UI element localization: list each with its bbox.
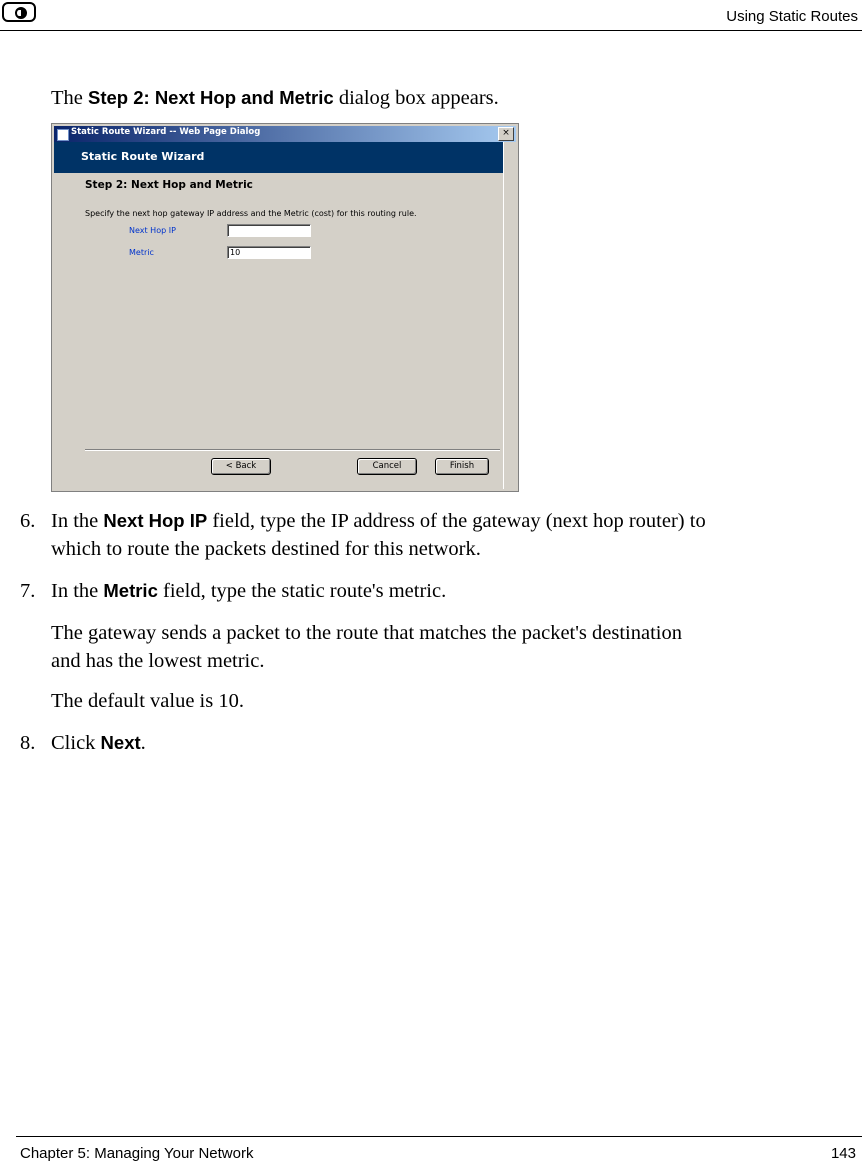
step-8-text: [51, 729, 851, 757]
note-line-1: The gateway sends a packet to the route that matches the packet's destination: [51, 622, 682, 644]
step-6-after: field, type the IP address of the gateway (next hop router) to: [207, 510, 706, 532]
static-route-wizard-dialog: [51, 123, 519, 492]
step-7-field-name: Metric: [103, 580, 158, 601]
intro-text-before: The: [51, 87, 88, 109]
dialog-titlebar: [54, 126, 516, 142]
note-line-2: and has the lowest metric.: [51, 650, 265, 672]
dialog-scrollbar[interactable]: [503, 142, 516, 489]
step-8-number: 8.: [20, 732, 36, 754]
back-button[interactable]: < Back: [211, 458, 271, 475]
intro-text-after: dialog box appears.: [333, 87, 499, 109]
intro-dialog-name: Step 2: Next Hop and Metric: [88, 87, 334, 108]
metric-input[interactable]: [227, 246, 311, 259]
step-7-text: [51, 577, 851, 605]
close-button[interactable]: ×: [498, 127, 514, 141]
step-7-before: In the: [51, 580, 104, 602]
footer-page-number: 143: [830, 1145, 856, 1162]
step-7-number: 7.: [20, 580, 36, 602]
step-6-number: 6.: [20, 510, 36, 532]
intro-paragraph: [51, 84, 851, 112]
footer-rule: [16, 1136, 862, 1137]
button-separator: [85, 449, 500, 451]
metric-label: Metric: [129, 248, 154, 257]
cancel-button[interactable]: Cancel: [357, 458, 417, 475]
step-6-line-2: which to route the packets destined for this network.: [51, 538, 481, 560]
wizard-step-title: Step 2: Next Hop and Metric: [85, 179, 253, 191]
step-8-before: Click: [51, 732, 101, 754]
wizard-banner-title: Static Route Wizard: [81, 150, 205, 163]
step-8-button-name: Next: [100, 732, 141, 753]
step-7-after: field, type the static route's metric.: [157, 580, 447, 602]
step-8-after: .: [140, 732, 146, 754]
next-hop-ip-label: Next Hop IP: [129, 226, 176, 235]
camera-logo-icon: [2, 2, 36, 22]
note-default-value: The default value is 10.: [51, 690, 244, 712]
step-6-text: [51, 507, 851, 535]
step-6-field-name: Next Hop IP: [103, 510, 208, 531]
running-header-title: Using Static Routes: [726, 8, 858, 25]
footer-chapter: Chapter 5: Managing Your Network: [20, 1145, 254, 1162]
wizard-banner: [54, 142, 504, 173]
next-hop-ip-input[interactable]: [227, 224, 311, 237]
browser-window-icon: [57, 129, 69, 141]
step-6-before: In the: [51, 510, 104, 532]
finish-button[interactable]: Finish: [435, 458, 489, 475]
wizard-instruction: Specify the next hop gateway IP address and the Metric (cost) for this routing rule.: [85, 209, 417, 218]
header-rule: [0, 30, 862, 31]
dialog-window-title: Static Route Wizard -- Web Page Dialog: [71, 127, 261, 137]
